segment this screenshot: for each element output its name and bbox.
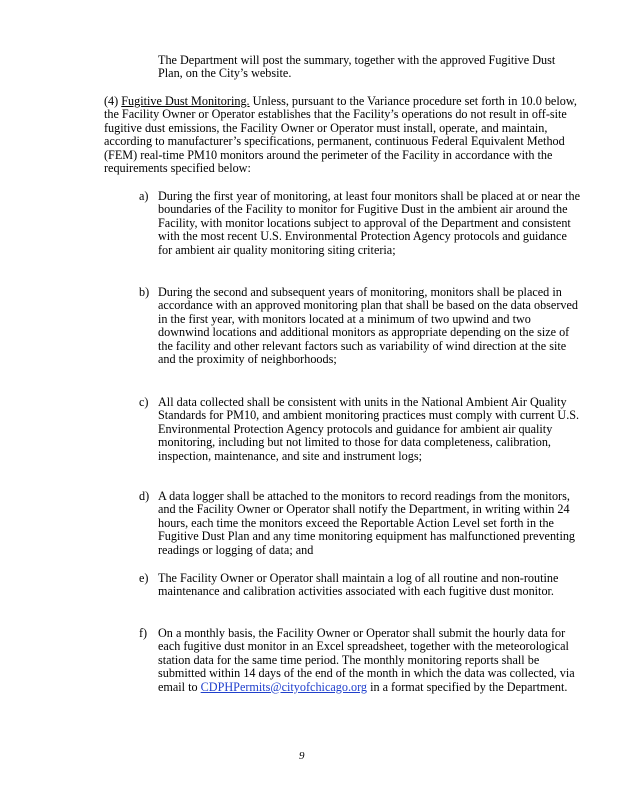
section-4-paragraph [104,95,584,175]
item-f-after: in a format specified by the Department. [367,679,568,694]
intro-paragraph: The Department will post the summary, together with the approved Fugitive Dust Plan, on the City’s website. [158,53,556,81]
list-item-e [139,572,584,599]
list-item-label: c) [139,395,149,409]
list-item-text: During the first year of monitoring, at least four monitors shall be placed at or near the boundaries of the Facility to monitor for Fugitive Dust in the ambient air around the Facility, with monitor locations subject to approval of the Department and consistent with the most recent U.S. Environmental Protection Agency protocols and guidance for ambient air quality monitoring siting criteria; [158,189,581,257]
list-item-text: A data logger shall be attached to the monitors to record readings from the monitors, and the Facility Owner or Operator shall notify the Department, in writing within 24 hours, each time the monitors exceed the Reportable Action Level set forth in the Fugitive Dust Plan and any time monitoring equipment has malfunctioned preventing readings or logging of data; and [158,489,576,557]
list-item-label: e) [139,571,149,585]
list-item-a [139,190,584,257]
list-item-label: d) [139,489,150,503]
list-item-text: During the second and subsequent years of monitoring, monitors shall be placed in accordance with an approved monitoring plan that shall be based on the data observed in the first year, with monitors located at a minimum of two upwind and two downwind locations and additional monitors as appropriate depending on the size of the facility and other relevant factors such as variability of wind direction at the site and the proximity of neighborhoods; [158,285,578,367]
section-body: Unless, pursuant to the Variance procedure set forth in 10.0 below, the Facility Owner or Operator establishes that the Facility’s operations do not result in off-site fugitive dust emissions, the Facility Owner or Operator must install, operate, and maintain, according to manufacturer’s specifications, permanent, continuous Federal Equivalent Method (FEM) real-time PM10 monitors around the perimeter of the Facility in accordance with the requirements specified below: [104,94,577,176]
section-number: (4) [104,94,119,108]
list-item-b [139,286,584,366]
page-number: 9 [299,750,305,762]
list-item-label: b) [139,285,150,299]
item-f-text: On a monthly basis, the Facility Owner or Operator shall submit the hourly data for each fugitive dust monitor in an Excel spreadsheet, together with the meteorological station data for the same time period. The monthly monitoring reports shall be submitted within 14 days of the end of the month in which the data was collected, via email to [158,626,575,694]
list-item-c [139,396,584,463]
list-item-text: The Facility Owner or Operator shall maintain a log of all routine and non-routine maintenance and calibration activities associated with each fugitive dust monitor. [158,571,559,599]
list-item-text: All data collected shall be consistent with units in the National Ambient Air Quality Standards for PM10, and ambient monitoring practices must comply with current U.S. Environmental Protection Agency protocols and guidance for ambient air quality monitoring, including but not limited to those for data completeness, calibration, inspection, maintenance, and site and instrument logs; [158,395,580,463]
list-item-text [158,627,584,694]
list-item-label: f) [139,626,148,640]
email-link[interactable]: CDPHPermits@cityofchicago.org [200,679,368,694]
section-heading: Fugitive Dust Monitoring. [121,94,250,108]
list-item-label: a) [139,189,149,203]
list-item-d [139,490,584,557]
list-item-f [139,627,584,694]
